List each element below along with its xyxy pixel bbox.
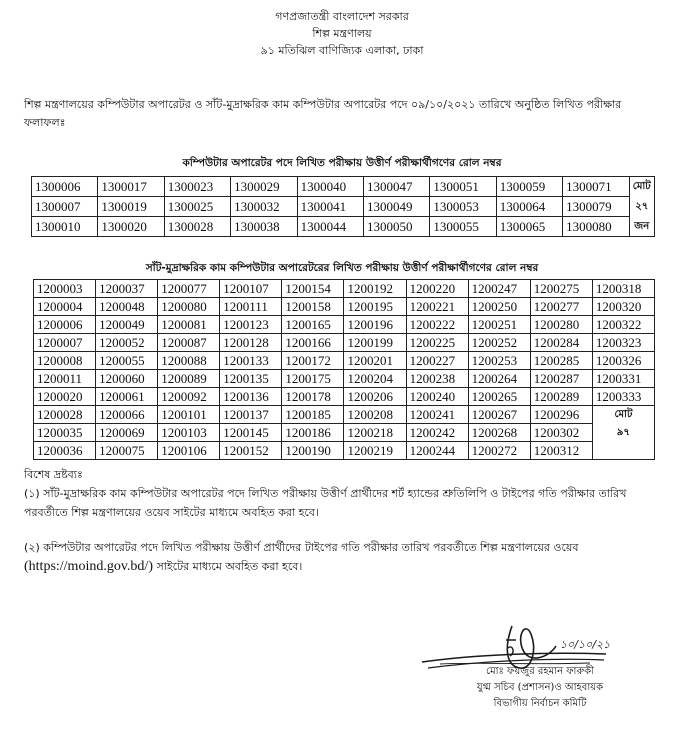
roll-number-cell: 1200028 xyxy=(34,406,96,424)
table-row xyxy=(32,217,655,237)
roll-number-cell: 1200103 xyxy=(158,424,220,442)
ministry-name: শিল্প মন্ত্রণালয় xyxy=(312,27,372,40)
roll-number-cell: 1200296 xyxy=(530,406,592,424)
roll-number-cell: 1200280 xyxy=(530,316,592,334)
roll-number-cell: 1200284 xyxy=(530,334,592,352)
roll-number-cell: 1200201 xyxy=(344,352,406,370)
table-row xyxy=(34,298,655,316)
roll-number-cell: 1200268 xyxy=(468,424,530,442)
roll-number-cell: 1200004 xyxy=(34,298,96,316)
roll-number-cell: 1200244 xyxy=(406,442,468,460)
roll-number-cell: 1200055 xyxy=(96,352,158,370)
roll-number-cell: 1300044 xyxy=(297,217,363,237)
roll-number-cell: 1300065 xyxy=(496,217,562,237)
roll-number-cell: 1200251 xyxy=(468,316,530,334)
signatory-block xyxy=(440,664,640,712)
roll-number-cell: 1200101 xyxy=(158,406,220,424)
roll-number-cell: 1200267 xyxy=(468,406,530,424)
roll-number-cell: 1200272 xyxy=(468,442,530,460)
ministry-address: ৯১ মতিঝিল বাণিজ্যিক এলাকা, ঢাকা xyxy=(260,44,424,57)
roll-number-cell: 1200036 xyxy=(34,442,96,460)
roll-number-cell: 1200195 xyxy=(344,298,406,316)
roll-number-cell: 1200192 xyxy=(344,280,406,298)
roll-number-cell: 1300071 xyxy=(563,177,629,197)
roll-number-cell: 1200302 xyxy=(530,424,592,442)
roll-number-cell: 1200175 xyxy=(282,370,344,388)
roll-number-cell: 1200107 xyxy=(220,280,282,298)
roll-number-cell: 1300041 xyxy=(297,197,363,217)
roll-number-cell: 1300053 xyxy=(430,197,496,217)
roll-number-cell: 1200241 xyxy=(406,406,468,424)
roll-number-cell: 1200247 xyxy=(468,280,530,298)
roll-number-cell: 1200322 xyxy=(592,316,654,334)
special-notes xyxy=(24,465,664,576)
notes-heading: বিশেষ দ্রষ্টব্যঃ xyxy=(24,468,83,481)
roll-number-cell: 1200011 xyxy=(34,370,96,388)
roll-number-cell: 1200242 xyxy=(406,424,468,442)
roll-number-cell: 1200221 xyxy=(406,298,468,316)
total-count-unit: জন xyxy=(629,217,654,237)
roll-number-cell: 1200190 xyxy=(282,442,344,460)
roll-number-cell: 1300032 xyxy=(231,197,297,217)
signature-date: ১০/১০/২১ xyxy=(560,638,610,651)
table-row xyxy=(34,352,655,370)
roll-number-cell: 1200285 xyxy=(530,352,592,370)
roll-number-cell: 1200323 xyxy=(592,334,654,352)
total-count-label: মোট xyxy=(592,406,654,424)
total-count-label: মোট xyxy=(629,177,654,197)
roll-number-cell: 1300080 xyxy=(563,217,629,237)
roll-number-cell: 1200225 xyxy=(406,334,468,352)
total-count-value: ৯৭ xyxy=(592,424,654,442)
note-2-text: (২) কম্পিউটার অপারেটর পদে লিখিত পরীক্ষায় উত্তীর্ণ প্রার্থীদের টাইপের গতি পরীক্ষার তারিখ পরবর্তীতে শিল্প মন্ত্রণালয়ের ওয়েব xyxy=(24,541,579,554)
roll-number-cell: 1200265 xyxy=(468,388,530,406)
roll-number-cell: 1200185 xyxy=(282,406,344,424)
roll-number-cell: 1300028 xyxy=(164,217,230,237)
roll-number-cell: 1200137 xyxy=(220,406,282,424)
roll-number-cell: 1200333 xyxy=(592,388,654,406)
roll-number-cell: 1200003 xyxy=(34,280,96,298)
roll-number-cell: 1200289 xyxy=(530,388,592,406)
roll-number-cell: 1200222 xyxy=(406,316,468,334)
roll-number-cell: 1200165 xyxy=(282,316,344,334)
roll-number-cell: 1300064 xyxy=(496,197,562,217)
roll-number-cell: 1300059 xyxy=(496,177,562,197)
roll-number-cell: 1200253 xyxy=(468,352,530,370)
table-row xyxy=(34,316,655,334)
roll-number-cell: 1300038 xyxy=(231,217,297,237)
note-2-text-end: সাইটের মাধ্যমে অবহিত করা হবে। xyxy=(152,560,303,573)
roll-number-cell: 1300040 xyxy=(297,177,363,197)
section2-title: সাঁট-মুদ্রাক্ষরিক কাম কম্পিউটার অপারেটরের লিখিত পরীক্ষায় উত্তীর্ণ পরীক্ষার্থীগণের রোল নম্বর xyxy=(145,262,539,274)
roll-number-cell: 1300019 xyxy=(98,197,164,217)
roll-number-cell: 1200238 xyxy=(406,370,468,388)
roll-number-cell: 1300055 xyxy=(430,217,496,237)
roll-number-cell: 1200206 xyxy=(344,388,406,406)
roll-number-cell: 1200135 xyxy=(220,370,282,388)
stenographer-roll-table xyxy=(33,279,655,460)
note-2 xyxy=(24,538,664,576)
roll-number-cell: 1200008 xyxy=(34,352,96,370)
roll-number-cell: 1200123 xyxy=(220,316,282,334)
roll-number-cell: 1300010 xyxy=(32,217,98,237)
signatory-designation: যুগ্ম সচিব (প্রশাসন)ও আহবায়ক xyxy=(476,682,604,693)
roll-number-cell: 1200178 xyxy=(282,388,344,406)
document-header xyxy=(0,8,684,59)
roll-number-cell: 1200145 xyxy=(220,424,282,442)
roll-number-cell: 1200152 xyxy=(220,442,282,460)
roll-number-cell: 1200312 xyxy=(530,442,592,460)
roll-number-cell: 1200219 xyxy=(344,442,406,460)
roll-number-cell: 1200020 xyxy=(34,388,96,406)
roll-number-cell: 1200088 xyxy=(158,352,220,370)
roll-number-cell: 1200186 xyxy=(282,424,344,442)
table-row xyxy=(34,370,655,388)
roll-number-cell: 1200081 xyxy=(158,316,220,334)
total-count-value: ২৭ xyxy=(629,197,654,217)
table-row xyxy=(34,334,655,352)
roll-number-cell: 1200061 xyxy=(96,388,158,406)
roll-number-cell: 1200275 xyxy=(530,280,592,298)
roll-number-cell: 1200133 xyxy=(220,352,282,370)
roll-number-cell: 1200128 xyxy=(220,334,282,352)
website-url: (https://moind.gov.bd/) xyxy=(24,559,153,574)
roll-number-cell: 1200220 xyxy=(406,280,468,298)
roll-number-cell: 1200331 xyxy=(592,370,654,388)
roll-number-cell: 1200252 xyxy=(468,334,530,352)
roll-number-cell: 1300029 xyxy=(231,177,297,197)
signatory-committee: বিভাগীয় নির্বাচন কমিটি xyxy=(493,698,587,709)
intro-paragraph: শিল্প মন্ত্রণালয়ের কম্পিউটার অপারেটর ও সাঁট-মুদ্রাক্ষরিক কাম কম্পিউটার অপারেটর পদে ০৯/১০/২০২১ তারিখে অনুষ্ঠিত লিখিত পরীক্ষার ফলাফলঃ xyxy=(24,98,622,129)
roll-number-cell: 1300025 xyxy=(164,197,230,217)
roll-number-cell: 1200052 xyxy=(96,334,158,352)
roll-number-cell: 1200007 xyxy=(34,334,96,352)
roll-number-cell: 1300020 xyxy=(98,217,164,237)
total-count-blank xyxy=(592,442,654,460)
table-row xyxy=(34,442,655,460)
roll-number-cell: 1200204 xyxy=(344,370,406,388)
roll-number-cell: 1200049 xyxy=(96,316,158,334)
roll-number-cell: 1200326 xyxy=(592,352,654,370)
roll-number-cell: 1200069 xyxy=(96,424,158,442)
roll-number-cell: 1200196 xyxy=(344,316,406,334)
roll-number-cell: 1200318 xyxy=(592,280,654,298)
roll-number-cell: 1200166 xyxy=(282,334,344,352)
roll-number-cell: 1300047 xyxy=(363,177,429,197)
roll-number-cell: 1200250 xyxy=(468,298,530,316)
roll-number-cell: 1300017 xyxy=(98,177,164,197)
table-row xyxy=(32,197,655,217)
roll-number-cell: 1200066 xyxy=(96,406,158,424)
roll-number-cell: 1200240 xyxy=(406,388,468,406)
computer-operator-roll-table xyxy=(31,176,655,237)
section1-title: কম্পিউটার অপারেটর পদে লিখিত পরীক্ষায় উত্তীর্ণ পরীক্ষার্থীগণের রোল নম্বর xyxy=(182,157,502,169)
roll-number-cell: 1200158 xyxy=(282,298,344,316)
roll-number-cell: 1200264 xyxy=(468,370,530,388)
roll-number-cell: 1200208 xyxy=(344,406,406,424)
roll-number-cell: 1300050 xyxy=(363,217,429,237)
roll-number-cell: 1200035 xyxy=(34,424,96,442)
table-row xyxy=(34,406,655,424)
roll-number-cell: 1300023 xyxy=(164,177,230,197)
roll-number-cell: 1200287 xyxy=(530,370,592,388)
roll-number-cell: 1200089 xyxy=(158,370,220,388)
roll-number-cell: 1200077 xyxy=(158,280,220,298)
roll-number-cell: 1200277 xyxy=(530,298,592,316)
roll-number-cell: 1200075 xyxy=(96,442,158,460)
roll-number-cell: 1200006 xyxy=(34,316,96,334)
roll-number-cell: 1300051 xyxy=(430,177,496,197)
roll-number-cell: 1200227 xyxy=(406,352,468,370)
roll-number-cell: 1300007 xyxy=(32,197,98,217)
table-row xyxy=(32,177,655,197)
roll-number-cell: 1300079 xyxy=(563,197,629,217)
table-row xyxy=(34,388,655,406)
roll-number-cell: 1200320 xyxy=(592,298,654,316)
table-row xyxy=(34,424,655,442)
roll-number-cell: 1200048 xyxy=(96,298,158,316)
roll-number-cell: 1200199 xyxy=(344,334,406,352)
government-name: গণপ্রজাতন্ত্রী বাংলাদেশ সরকার xyxy=(275,10,409,23)
roll-number-cell: 1300049 xyxy=(363,197,429,217)
roll-number-cell: 1300006 xyxy=(32,177,98,197)
table-row xyxy=(34,280,655,298)
roll-number-cell: 1200060 xyxy=(96,370,158,388)
roll-number-cell: 1200106 xyxy=(158,442,220,460)
roll-number-cell: 1200080 xyxy=(158,298,220,316)
roll-number-cell: 1200037 xyxy=(96,280,158,298)
roll-number-cell: 1200136 xyxy=(220,388,282,406)
signatory-name: মোঃ ফয়জুর রহমান ফারুকী xyxy=(486,666,594,677)
roll-number-cell: 1200172 xyxy=(282,352,344,370)
roll-number-cell: 1200111 xyxy=(220,298,282,316)
roll-number-cell: 1200087 xyxy=(158,334,220,352)
roll-number-cell: 1200218 xyxy=(344,424,406,442)
roll-number-cell: 1200092 xyxy=(158,388,220,406)
roll-number-cell: 1200154 xyxy=(282,280,344,298)
note-1: (১) সাঁট-মুদ্রাক্ষরিক কাম কম্পিউটার অপারেটর পদে লিখিত পরীক্ষায় উত্তীর্ণ প্রার্থীদের শর্ট হ্যান্ডের শ্রুতিলিপি ও টাইপের গতি পরীক্ষার তারিখ পরবর্তীতে শিল্প মন্ত্রণালয়ের ওয়েব সাইটের মাধ্যমে অবহিত করা হবে। xyxy=(24,487,627,519)
